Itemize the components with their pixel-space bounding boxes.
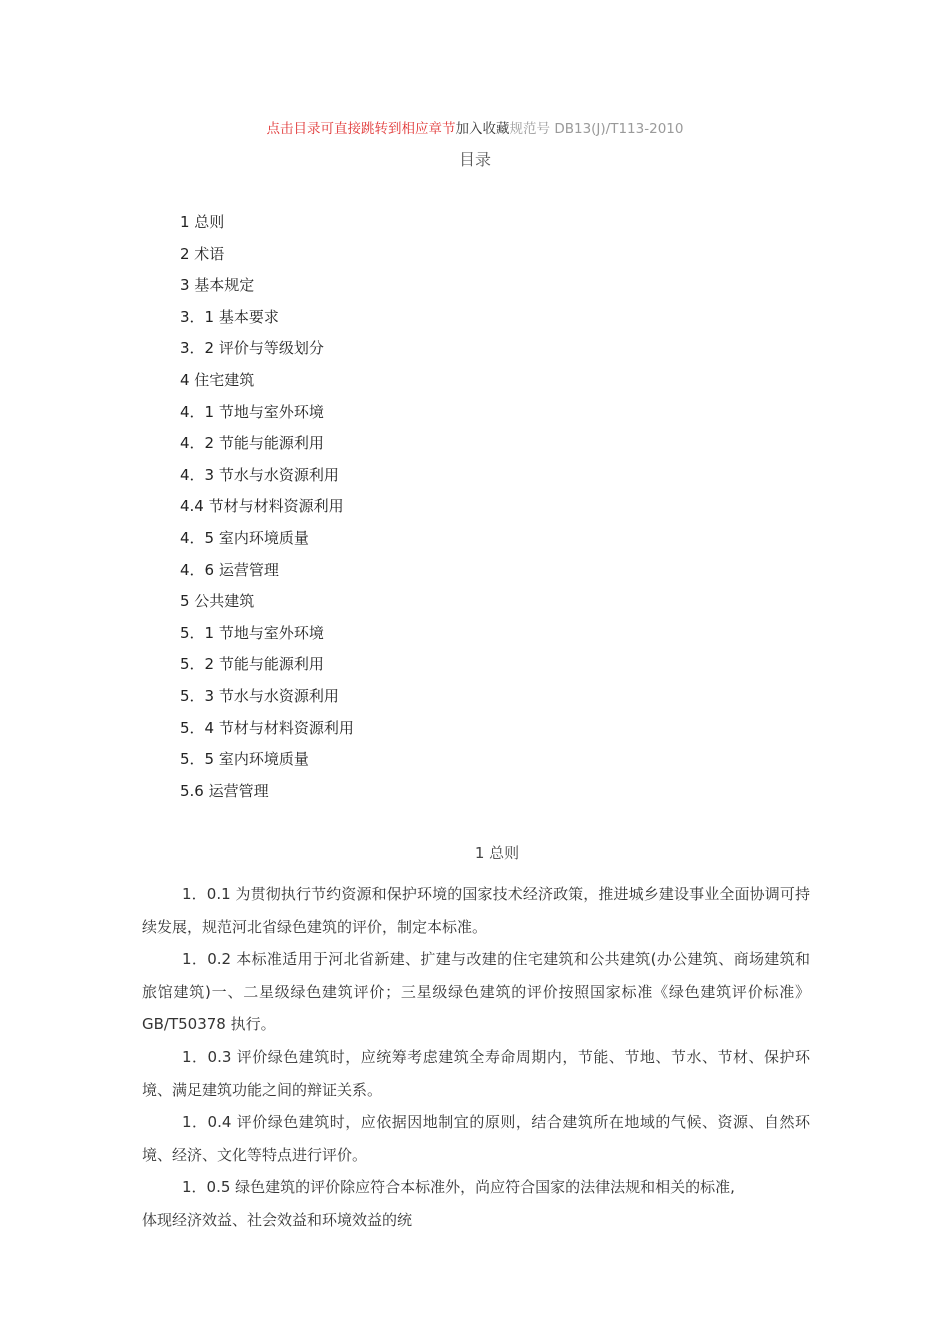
section-heading: 1 总则 xyxy=(474,844,520,862)
toc-item-4-5[interactable]: 4．5 室内环境质量 xyxy=(180,528,309,547)
toc-item-1[interactable]: 1 总则 xyxy=(180,213,225,231)
paragraph-1-0-2: 1．0.2 本标准适用于河北省新建、扩建与改建的住宅建筑和公共建筑(办公建筑、商场建筑和旅馆建筑)一、二星级绿色建筑评价；三星级绿色建筑的评价按照国家标准《绿色建筑评价标准》GB/T50378 执行。 xyxy=(142,950,810,1034)
toc-item-4-4[interactable]: 4.4 节材与材料资源利用 xyxy=(180,497,344,516)
toc-jump-link[interactable]: 点击目录可直接跳转到相应章节 xyxy=(266,121,456,137)
toc-title: 目录 xyxy=(458,150,491,169)
toc-item-3[interactable]: 3 基本规定 xyxy=(180,276,255,295)
toc-item-5-3[interactable]: 5．3 节水与水资源利用 xyxy=(180,686,339,705)
toc-item-4-2[interactable]: 4．2 节能与能源利用 xyxy=(180,434,324,453)
toc-list xyxy=(180,212,354,812)
header-line xyxy=(0,120,950,138)
toc-item-5[interactable]: 5 公共建筑 xyxy=(180,592,255,611)
paragraph-1-0-4: 1．0.4 评价绿色建筑时，应依据因地制宜的原则，结合建筑所在地域的气候、资源、自然环境、经济、文化等特点进行评价。 xyxy=(142,1113,810,1164)
toc-item-5-6[interactable]: 5.6 运营管理 xyxy=(180,781,269,800)
toc-item-4-3[interactable]: 4．3 节水与水资源利用 xyxy=(180,465,339,484)
paragraph-1-0-5: 1．0.5 绿色建筑的评价除应符合本标准外，尚应符合国家的法律法规和相关的标准, xyxy=(182,1178,735,1197)
toc-item-5-5[interactable]: 5．5 室内环境质量 xyxy=(180,750,309,769)
toc-item-5-1[interactable]: 5．1 节地与室外环境 xyxy=(180,623,324,642)
paragraph-continuation: 体现经济效益、社会效益和环境效益的统 xyxy=(142,1210,413,1229)
add-favorite-link[interactable]: 加入收藏 xyxy=(455,121,510,137)
toc-item-5-2[interactable]: 5．2 节能与能源利用 xyxy=(180,655,324,674)
toc-item-5-4[interactable]: 5．4 节材与材料资源利用 xyxy=(180,718,354,737)
toc-item-3-2[interactable]: 3．2 评价与等级划分 xyxy=(180,339,324,358)
paragraph-1-0-1: 1．0.1 为贯彻执行节约资源和保护环境的国家技术经济政策，推进城乡建设事业全面协调可持续发展，规范河北省绿色建筑的评价，制定本标准。 xyxy=(142,885,810,936)
toc-item-4-1[interactable]: 4．1 节地与室外环境 xyxy=(180,402,324,421)
paragraph-1-0-3: 1．0.3 评价绿色建筑时，应统筹考虑建筑全寿命周期内，节能、节地、节水、节材、保护环境、满足建筑功能之间的辩证关系。 xyxy=(142,1047,810,1099)
toc-item-4-6[interactable]: 4．6 运营管理 xyxy=(180,560,279,579)
toc-item-3-1[interactable]: 3．1 基本要求 xyxy=(180,307,279,326)
section-body xyxy=(142,878,810,1237)
toc-item-4[interactable]: 4 住宅建筑 xyxy=(180,370,255,389)
toc-item-2[interactable]: 2 术语 xyxy=(180,244,225,263)
standard-number: 规范号 DB13(J)/T113-2010 xyxy=(509,121,684,137)
